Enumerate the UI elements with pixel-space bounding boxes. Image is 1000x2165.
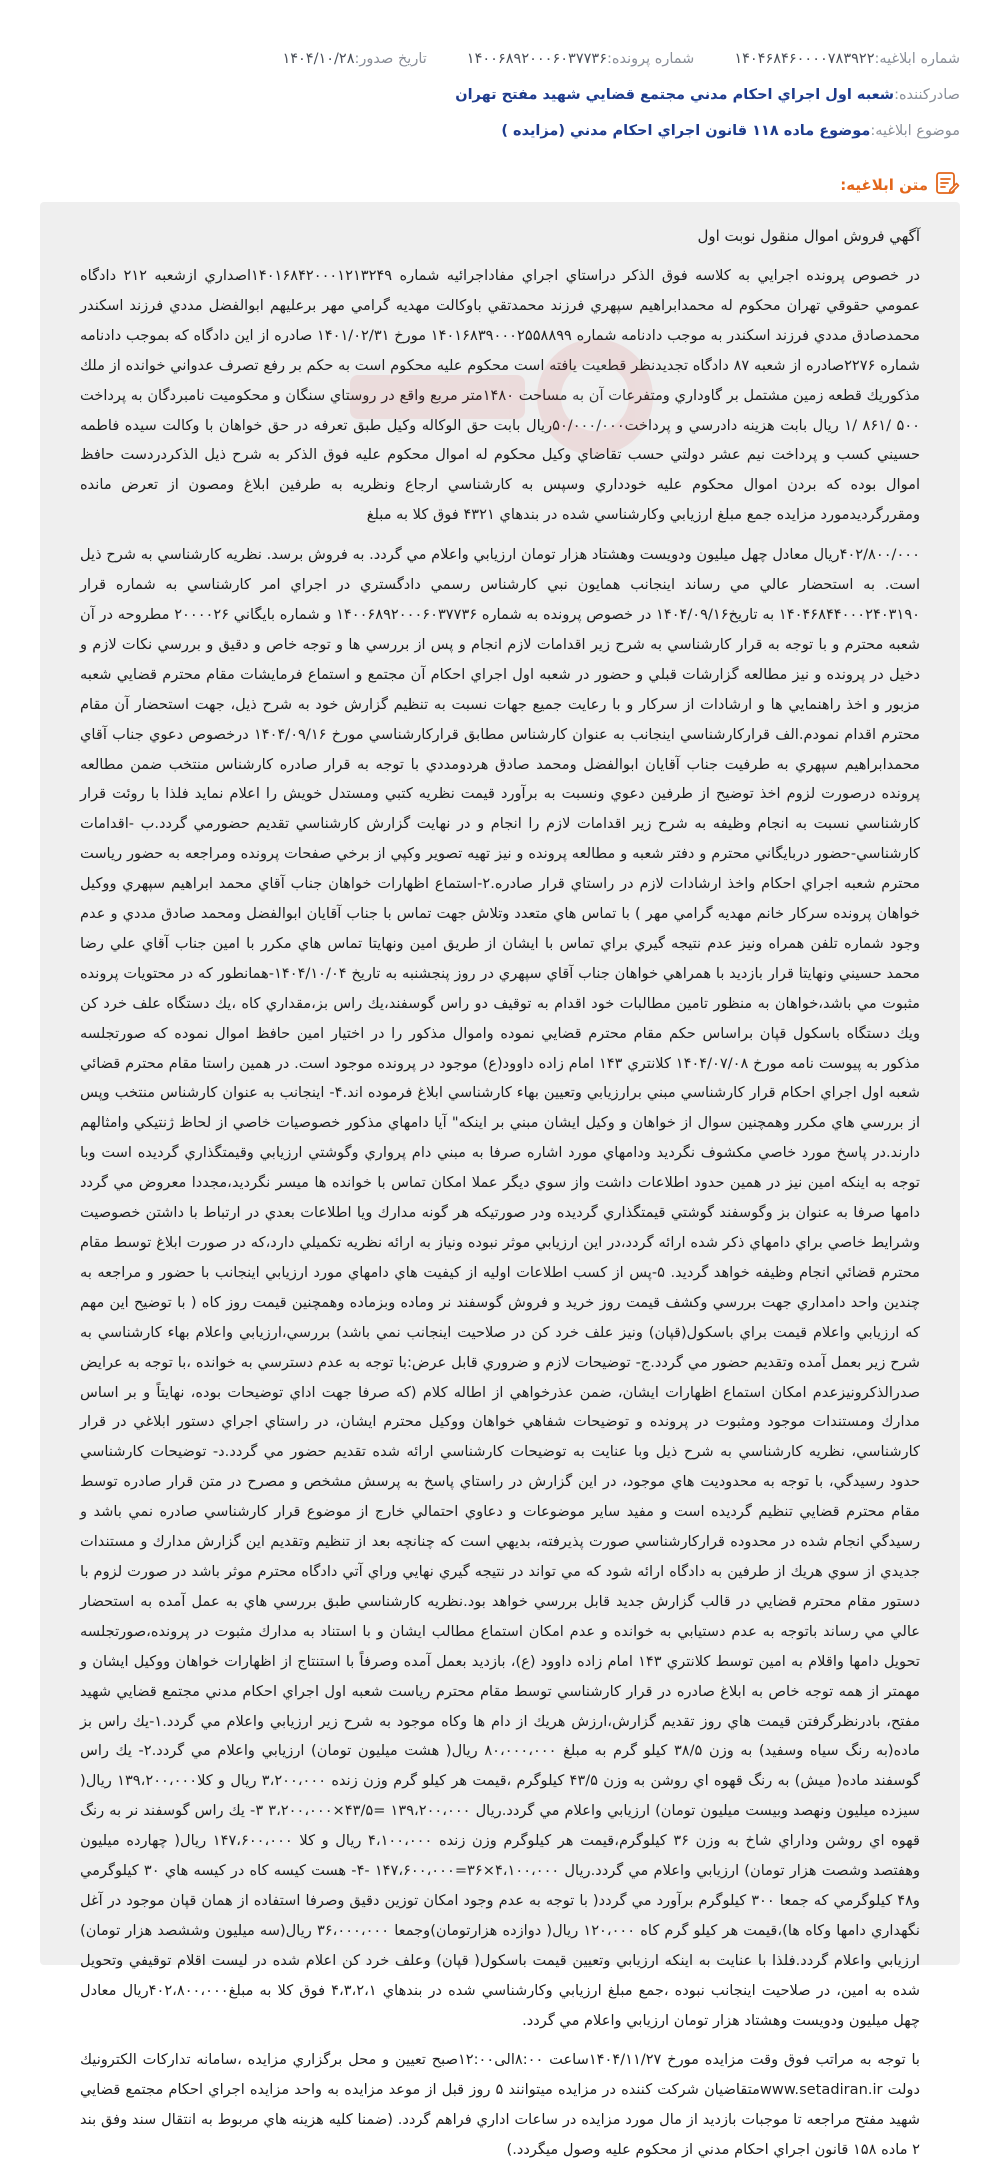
issuer-row [40, 84, 960, 106]
issuer-value: شعبه اول اجراي احكام مدني مجتمع قضايي شهيد مفتح تهران [455, 87, 895, 103]
notice-paragraph-2: ۴۰۲/۸۰۰/۰۰۰ريال معادل چهل ميليون ودويست وهشتاد هزار تومان ارزيابي واعلام مي گردد. به فروش برسد. نظريه كارشناسي به شرح ذيل است. به استحضار عالي مي رساند اينجانب همايون نبي كارشناس رسمي دادگستري در اجراي امر كارشناسي به شماره قرار ۱۴۰۴۶۸۴۴۰۰۰۲۴۰۳۱۹۰ به تاريخ۱۴۰۴/۰۹/۱۶ در خصوص پرونده به شماره ۱۴۰۰۶۸۹۲۰۰۰۶۰۳۷۷۳۶ و شماره بايگاني ۲۰۰۰۰۲۶ مطروحه در آن شعبه محترم و با توجه به قرار كارشناسي به شرح زير اقدامات لازم انجام و پس از بررسي ها و توجه خاص و دقيق و بررسي نكات لازم و دخيل در پرونده و نيز مطالعه گزارشات قبلي و حضور در شعبه اول اجراي احكام آن مجتمع و استماع فرمايشات مقام محترم قضايي شعبه مزبور و اخذ راهنمايي ها و ارشادات از سركار و با رعايت جميع جهات نسبت به تنظيم گزارش خود به شرح ذيل، جهت استحضار آن مقام محترم اقدام نمودم.الف قراركارشناسي اينجانب به عنوان كارشناس مطابق قراركارشناسي مورخ ۱۴۰۴/۰۹/۱۶ درخصوص دعوي جناب آقاي محمدابراهيم سپهري به طرفيت جناب آقايان ابوالفضل ومحمد صادق هردومددي با توجه به قرار صادره كارشناس منتخب ضمن مطالعه پرونده درصورت لزوم اخذ توضيح از طرفين دعوي ونسبت به برآورد قيمت نظريه كتبي ومستدل خويش را اعلام نمايد فلذا با روئت قرار كارشناسي نسبت به انجام وظيفه به شرح زير اقدامات لازم را انجام و در نهايت گزارش كارشناسي تقديم حضورمي گردد.ب -اقدامات كارشناسي-حضور دربايگاني محترم و دفتر شعبه و مطالعه پرونده و نيز تهيه تصوير وكپي از برخي صفحات پرونده ومراجعه به حضور رياست محترم شعبه اجراي احكام واخذ ارشادات لازم در راستاي قرار صادره.۲-استماع اظهارات خواهان جناب آقاي محمد ابراهيم سپهري ووكيل خواهان پرونده سركار خانم مهديه گرامي مهر ) با تماس هاي متعدد وتلاش جهت تماس با جناب آقايان ابوالفضل ومحمد صادق مددي و عدم وجود شماره تلفن همراه ونيز عدم نتيجه گيري براي تماس با ايشان از طريق امين ونهايتا تماس هاي مكرر با امين جناب آقاي علي رضا محمد حسيني ونهايتا قرار بازديد با همراهي خواهان جناب آقاي سپهري در روز پنجشنبه به تاريخ ۱۴۰۴/۱۰/۰۴-همانطور كه در محتويات پرونده مثبوت مي باشد،خواهان به منظور تامين مطالبات خود اقدام به توقيف دو راس گوسفند،يك راس بز،مقداري كاه ،يك دستگاه علف خرد كن ويك دستگاه باسكول قپان براساس حكم مقام محترم قضايي نموده واموال مذكور را در اختيار امين حافظ اموال نموده كه صورتجلسه مذكور به پيوست نامه مورخ ۱۴۰۴/۰۷/۰۸ كلانتري ۱۴۳ امام زاده داوود(ع) موجود در پرونده موجود است. در همين راستا مقام محترم قضائي شعبه اول اجراي احكام قرار كارشناسي مبني برارزيابي وتعيين بهاء كارشناسي ابلاغ فرموده اند.۴- اينجانب به عنوان كارشناس منتخب وپس از بررسي هاي مكرر وهمچنين سوال از خواهان و وكيل ايشان مبني بر اينكه" آيا دامهاي مذكور خصوصيات خاصي از لحاظ ژنتيكي وامثالهم دارند.در پاسخ مورد خاصي مكشوف نگرديد ودامهاي مورد اشاره صرفا به مبني دام پرواري وگوشتي ارزيابي وقيمتگذاري گرديده است وبا توجه به اينكه امين نيز در همين حدود اطلاعات داشت واز سوي ديگر عملا امكان تماس با خوانده ها ميسر نگرديد،مجددا معروض مي گردد دامها صرفا به عنوان بز وگوسفند گوشتي قيمتگذاري گرديده ودر صورتيكه هر گونه مدارك ويا اطلاعات بعدي در ارتباط با داشتن خصوصيت وشرايط خاصي براي دامهاي ذكر شده ارائه گردد،در اين ارزيابي موثر نبوده ونياز به ارائه نظريه تكميلي دارد،كه در صورت ابلاغ توسط مقام محترم قضائي انجام وظيفه خواهد گرديد. ۵-پس از كسب اطلاعات اوليه از كيفيت هاي دامهاي مورد ارزيابي اينجانب با حضور و مراجعه به چندين واحد دامداري جهت بررسي وكشف قيمت روز خريد و فروش گوسفند نر وماده وبزماده وهمچنين قيمت روز كاه ( با توضيح اين مهم كه ارزيابي واعلام قيمت براي باسكول(قپان) ونيز علف خرد كن در صلاحيت اينجانب نمي باشد) بررسي،ارزيابي واعلام بهاء كارشناسي به شرح زير بعمل آمده وتقديم حضور مي گردد.ج- توضيحات لازم و ضروري قابل عرض:با توجه به عدم دسترسي به خوانده ،با توجه به عرايض صدرالذكرونيزعدم امكان استماع اظهارات ايشان، ضمن عذرخواهي از اطاله كلام (كه صرفا جهت اداي توضيحات بوده، نهايتاً و بر اساس مدارك ومستندات موجود ومثبوت در پرونده و توضيحات شفاهي خواهان ووكيل محترم ايشان، در راستاي اجراي دستور ابلاغي در قرار كارشناسي، نظريه كارشناسي به شرح ذيل وبا عنايت به توضيحات كارشناسي ارائه شده تقديم حضور مي گردد.د- توضيحات كارشناسي حدود رسيدگي، با توجه به محدوديت هاي موجود، در اين گزارش در راستاي پاسخ به پرسش مشخص و مصرح در متن قرار صادره توسط مقام محترم قضايي تنظيم گرديده است و مفيد ساير موضوعات و دعاوي احتمالي خارج از موضوع قرار كارشناسي صادره نمي باشد و رسيدگي انجام شده در محدوده قراركارشناسي صورت پذيرفته، بديهي است كه چنانچه بعد از تنظيم وتقديم اين گزارش مدارك و مستندات جديدي از سوي هريك از طرفين به دادگاه ارائه شود كه مي تواند در نتيجه گيري نهايي وراي آتي دادگاه محترم موثر باشد در صورت لزوم با دستور مقام محترم قضايي در قالب گزارش جديد قابل بررسي خواهد بود.نظريه كارشناسي طبق بررسي هاي به عمل آمده به استحضار عالي مي رساند باتوجه به عدم دستيابي به خوانده و عدم امكان استماع مطالب ايشان و با استناد به مدارك مثبوت در پرونده،صورتجلسه تحويل دامها واقلام به امين توسط كلانتري ۱۴۳ امام زاده داوود (ع)، بازديد بعمل آمده وصرفاً با استنتاج از اظهارات خواهان ووكيل ايشان و مهمتر از همه توجه خاص به ابلاغ صادره در قرار كارشناسي توسط مقام محترم رياست شعبه اول اجراي احكام مدني مجتمع قضايي شهيد مفتح، بادرنظرگرفتن قيمت هاي روز تقديم گزارش،ارزش هريك از دام ها وكاه موجود به شرح زير ارزيابي واعلام مي گردد.۱-يك راس بز ماده(به رنگ سياه وسفيد) به وزن ۳۸/۵ كيلو گرم به مبلغ ۸۰،۰۰۰،۰۰۰ ريال( هشت ميليون تومان) ارزيابي واعلام مي گردد.۲- يك راس گوسفند ماده( ميش) به رنگ قهوه اي روشن به وزن ۴۳/۵ كيلوگرم ،قيمت هر كيلو گرم وزن زنده ۳،۲۰۰،۰۰۰ ريال و كلا۱۳۹،۲۰۰،۰۰۰ ريال( سيزده ميليون ونهصد وبيست ميليون تومان) ارزيابي واعلام مي گردد.ريال ۱۳۹،۲۰۰،۰۰۰ =۴۳/۵×۳،۲۰۰،۰۰۰ ۳- يك راس گوسفند نر به رنگ قهوه اي روشن وداراي شاخ به وزن ۳۶ كيلوگرم،قيمت هر كيلوگرم وزن زنده ۴،۱۰۰،۰۰۰ ريال و كلا ۱۴۷،۶۰۰،۰۰۰ ريال( چهارده ميليون وهفتصد وشصت هزار تومان) ارزيابي واعلام مي گردد.ريال ۴،۱۰۰،۰۰۰×۳۶=۱۴۷،۶۰۰،۰۰۰ -۴- هست كيسه كاه در كيسه هاي ۳۰ كيلوگرمي و۴۸ كيلوگرمي كه جمعا ۳۰۰ كيلوگرم برآورد مي گردد( با توجه به عدم وجود امكان توزين دقيق وصرفا استفاده از همان قپان موجود در آغل نگهداري دامها وكاه ها)،قيمت هر كيلو گرم كاه ۱۲۰،۰۰۰ ريال( دوازده هزارتومان)وجمعا ۳۶،۰۰۰،۰۰۰ ريال(سه ميليون وششصد هزار تومان) ارزيابي واعلام گردد.فلذا با عنايت به اينكه ارزيابي وتعيين قيمت باسكول( قپان) وعلف خرد كن اعلام شده در ليست اقلام توقيفي وتحويل شده به امين، در صلاحيت اينجانب نبوده ،جمع مبلغ ارزيابي وكارشناسي شده در بندهاي ۴،۳،۲،۱ فوق كلا به مبلغ۴۰۲،۸۰۰،۰۰۰ريال معادل چهل ميليون ودويست وهشتاد هزار تومان ارزيابي واعلام مي گردد. [80, 546, 921, 2029]
notice-paragraph-1: در خصوص پرونده اجرايي به كلاسه فوق الذكر دراستاي اجراي مفاداجرائيه شماره ۱۴۰۱۶۸۴۲۰۰۰۱۲۱۳۲۴۹اصداري ازشعبه ۲۱۲ دادگاه عمومي حقوقي تهران محكوم له محمدابراهيم سپهري فرزند محمدتقي باوكالت مهديه گرامي مهر برعليهم ابوالفضل مددي فرزند اسكندر محمدصادق مددي فرزند اسكندر به موجب دادنامه شماره ۱۴۰۱۶۸۳۹۰۰۰۲۵۵۸۸۹۹ مورخ ۱۴۰۱/۰۲/۳۱ صادره از اين دادگاه كه بموجب دادنامه شماره ۲۲۷۶صادره از شعبه ۸۷ دادگاه تجديدنظر قطعيت يافته است محكوم عليه محكوم است به حكم بر رفع تصرف عدواني خوانده از ملك مذكوريك قطعه زمين مشتمل بر گاوداري ومتفرعات آن به مساحت ۱۴۸۰متر مربع واقع در روستاي سنگان و محكوميت نامبردگان به پرداخت ۵۰۰ /۸۶۱ /۱ ريال بابت هزينه دادرسي و پرداخت۵۰/۰۰۰/۰۰۰ريال بابت حق الوكاله وكيل طبق تعرفه در حق خواهان با وكالت سيده فاطمه حسيني كسب و پرداخت نيم عشر دولتي حسب تقاضاي وكيل محكوم له اموال محكوم عليه فوق الذكر به شرح ذيل الذكردردست حافظ اموال بوده كه بردن اموال محكوم عليه خودداري وسپس به كارشناسي ارجاع ونظريه به طرفين ابلاغ ومصون از تعرض مانده ومقررگرديدمورد مزايده جمع مبلغ ارزيابي وكارشناسي شده در بندهاي ۴۳۲۱ فوق كلا به مبلغ [80, 267, 920, 524]
notice-number [734, 51, 960, 67]
case-number-value: ۱۴۰۰۶۸۹۲۰۰۰۶۰۳۷۷۳۶ [466, 51, 607, 67]
case-number [467, 51, 695, 67]
subject-label: موضوع ابلاغیه: [870, 123, 960, 139]
notice-meta-row [40, 48, 960, 70]
subject-row [40, 120, 960, 142]
notice-text-title: متن ابلاغیه: [840, 176, 928, 194]
subject [501, 123, 960, 139]
issuer-label: صادرکننده: [894, 87, 960, 103]
notice-paragraph-3: با توجه به مراتب فوق وقت مزايده مورخ ۱۴۰۴/۱۱/۲۷ساعت ۸:۰۰الی۱۲:۰۰صبح تعيين و محل برگزاري مزايده ،سامانه تداركات الكترونيك دولت www.setadiran.irمتقاضيان شركت كننده در مزايده ميتوانند ۵ روز قبل از موعد مزايده به واحد مزايده اجراي احكام مجتمع قضايي شهيد مفتح مراجعه تا موجبات بازديد از مال مورد مزايده در ساعات اداري فراهم گردد. (ضمنا كليه هزينه هاي مربوط به انتقال سند وفق بند ۲ ماده ۱۵۸ قانون اجراي احكام مدني از محكوم عليه وصول ميگردد.) [80, 2051, 920, 2159]
notice-number-label: شماره ابلاغیه: [874, 51, 960, 67]
notice-heading: آگهي فروش اموال منقول نوبت اول [697, 227, 920, 245]
issuer [455, 87, 960, 103]
notice-text-header [840, 170, 960, 200]
issue-date [282, 51, 426, 67]
notice-number-value: ۱۴۰۴۶۸۴۶۰۰۰۰۷۸۳۹۲۲ [734, 51, 875, 67]
issue-date-label: تاریخ صدور: [354, 51, 427, 67]
case-number-label: شماره پرونده: [606, 51, 695, 67]
document-edit-icon [934, 170, 960, 200]
notice-body-panel [40, 202, 960, 2159]
issue-date-value: ۱۴۰۴/۱۰/۲۸ [282, 51, 355, 67]
subject-value: موضوع ماده ۱۱۸ قانون اجراي احكام مدني (مزايده ) [501, 123, 871, 139]
